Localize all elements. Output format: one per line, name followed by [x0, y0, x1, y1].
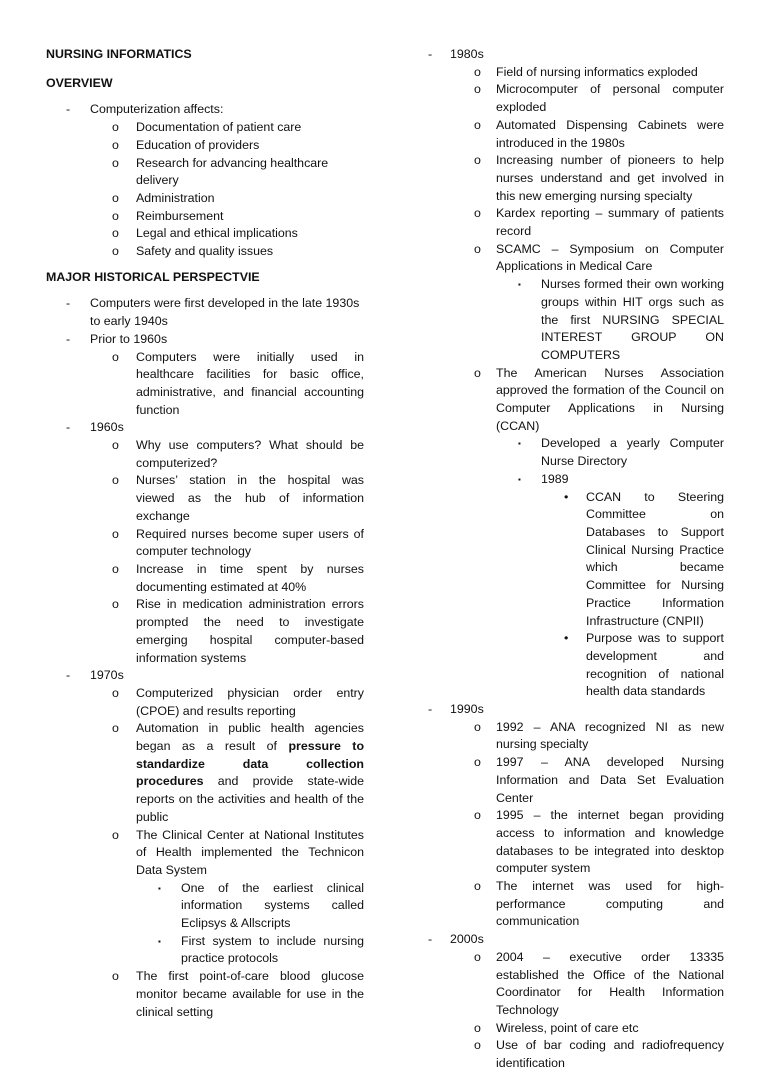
dot-bullet: •: [564, 489, 569, 504]
list-item: • Purpose was to support development and recognition of national health data standards: [564, 631, 724, 699]
emphasis-text: pressure to standardize data collection procedures: [136, 739, 365, 789]
list-item: ▪ Nurses formed their own working groups within HIT orgs such as the first NURSING SPECIAL INTEREST GROUP ON COMPUTERS: [518, 277, 724, 362]
list-item: o Field of nursing informatics exploded: [428, 64, 724, 82]
circle-bullet: o: [474, 82, 481, 97]
list-item: - 1960s: [46, 419, 364, 437]
list-item: o 1992 – ANA recognized NI as new nursing specialty: [474, 719, 724, 752]
dot-bullet: •: [564, 631, 569, 646]
dash-bullet: -: [66, 102, 71, 117]
list-item: o Legal and ethical implications: [46, 225, 364, 243]
list-item: o Education of providers: [46, 137, 364, 155]
circle-bullet: o: [112, 137, 119, 152]
circle-bullet: o: [474, 64, 481, 79]
dash-bullet: -: [66, 331, 71, 346]
circle-bullet: o: [112, 969, 119, 984]
document-title: NURSING INFORMATICS: [46, 47, 192, 61]
historical-heading: MAJOR HISTORICAL PERSPECTVIE: [46, 269, 260, 284]
circle-bullet: o: [474, 755, 481, 770]
circle-bullet: o: [474, 719, 481, 734]
list-item: • CCAN to Steering Committee on Databases to Support Clinical Nursing Practice which became Committee for Nursing Practice Information Infrastructure (CNPII): [564, 489, 724, 628]
list-item: o Kardex reporting – summary of patients record: [474, 206, 724, 239]
dash-bullet: -: [428, 47, 433, 61]
list-item: o The Clinical Center at National Institutes of Health implemented the Technicon Data System: [112, 827, 364, 877]
list-item: o SCAMC – Symposium on Computer Applications in Medical Care: [474, 241, 724, 274]
circle-bullet: o: [474, 117, 481, 132]
circle-bullet: o: [112, 244, 119, 259]
list-item: ▪ First system to include nursing practice protocols: [158, 933, 364, 966]
list-item: ▪ Developed a yearly Computer Nurse Directory: [518, 436, 724, 469]
list-item: o 1997 – ANA developed Nursing Information and Data Set Evaluation Center: [474, 755, 724, 805]
circle-bullet: o: [112, 561, 119, 576]
list-item: o Nurses’ station in the hospital was viewed as the hub of information exchange: [112, 473, 364, 523]
circle-bullet: o: [112, 349, 119, 364]
list-item: - 1980s: [428, 46, 724, 64]
circle-bullet: o: [474, 949, 481, 964]
list-item: [46, 720, 364, 826]
circle-bullet: o: [112, 526, 119, 541]
list-item: o Wireless, point of care etc: [428, 1020, 724, 1038]
list-item: - 1970s: [46, 667, 364, 685]
circle-bullet: o: [112, 208, 119, 223]
dash-bullet: -: [428, 702, 433, 717]
list-item: o Reimbursement: [46, 208, 364, 226]
circle-bullet: o: [474, 241, 481, 256]
dash-bullet: -: [428, 932, 433, 947]
circle-bullet: o: [474, 206, 481, 221]
list-item: o Computerized physician order entry (CPOE) and results reporting: [112, 685, 364, 718]
list-item: o Documentation of patient care: [46, 119, 364, 137]
circle-bullet: o: [112, 597, 119, 612]
list-item: - 1990s: [428, 701, 724, 719]
list-item: o The American Nurses Association approved the formation of the Council on Computer Applications in Nursing (CCAN): [474, 365, 724, 433]
square-bullet: ▪: [158, 883, 161, 893]
overview-heading: OVERVIEW: [46, 75, 113, 90]
dash-bullet: -: [66, 296, 71, 311]
list-item: o Safety and quality issues: [46, 243, 364, 261]
list-item: o The first point-of-care blood glucose monitor became available for use in the clinical setting: [112, 969, 364, 1019]
circle-bullet: o: [474, 879, 481, 894]
circle-bullet: o: [112, 827, 119, 842]
list-item: o Computers were initially used in healthcare facilities for basic office, administrative, and financial accounting function: [112, 349, 364, 417]
circle-bullet: o: [474, 365, 481, 380]
list-item: o Administration: [46, 190, 364, 208]
list-item: o Microcomputer of personal computer exploded: [474, 82, 724, 115]
dash-bullet: -: [66, 668, 71, 683]
list-item: o Use of bar coding and radiofrequency identification: [474, 1038, 724, 1071]
circle-bullet: o: [474, 1020, 481, 1035]
overview-intro: Computerization affects:: [90, 102, 224, 117]
list-item: o 2004 – executive order 13335 established the Office of the National Coordinator for Health Information Technology: [474, 949, 724, 1017]
list-item: o Why use computers? What should be computerized?: [112, 438, 364, 470]
square-bullet: ▪: [158, 936, 161, 946]
list-item: - 2000s: [428, 931, 724, 949]
left-column: [46, 46, 364, 1021]
list-item: o Research for advancing healthcare delivery: [112, 155, 329, 188]
list-item: o 1995 – the internet began providing access to information and knowledge databases to be integrated into desktop computer system: [474, 808, 724, 876]
square-bullet: ▪: [518, 280, 521, 290]
dash-bullet: -: [66, 420, 71, 435]
circle-bullet: o: [112, 473, 119, 488]
list-item: ▪ 1989: [428, 471, 724, 489]
list-item: o Increasing number of pioneers to help nurses understand and get involved in this new emerging nursing specialty: [474, 153, 724, 203]
list-item: o Required nurses become super users of computer technology: [112, 526, 364, 559]
list-item: o Rise in medication administration errors prompted the need to investigate emerging hospital computer-based information systems: [112, 597, 364, 665]
circle-bullet: o: [112, 438, 119, 453]
list-item: o Automated Dispensing Cabinets were introduced in the 1980s: [474, 117, 724, 150]
circle-bullet: o: [474, 153, 481, 168]
circle-bullet: o: [474, 1038, 481, 1053]
automation-text: Automation in public health agencies began as a result of pressure to standardize data collection procedures and provide state-wide reports on the activities and health of the public: [136, 721, 365, 824]
circle-bullet: o: [112, 685, 119, 700]
list-item: ▪ One of the earliest clinical information systems called Eclipsys & Allscripts: [158, 880, 364, 931]
circle-bullet: o: [112, 721, 119, 736]
list-item: [46, 101, 364, 119]
list-item: - Prior to 1960s: [46, 331, 364, 349]
circle-bullet: o: [112, 190, 119, 205]
circle-bullet: o: [112, 120, 119, 135]
square-bullet: ▪: [518, 474, 521, 484]
circle-bullet: o: [112, 155, 119, 170]
list-item: o Increase in time spent by nurses documenting estimated at 40%: [112, 561, 364, 594]
list-item: - Computers were first developed in the late 1930s to early 1940s: [66, 296, 360, 329]
list-item: o The internet was used for high-performance computing and communication: [474, 879, 724, 929]
square-bullet: ▪: [518, 439, 521, 449]
circle-bullet: o: [474, 808, 481, 823]
circle-bullet: o: [112, 226, 119, 241]
right-column: [428, 46, 724, 1073]
